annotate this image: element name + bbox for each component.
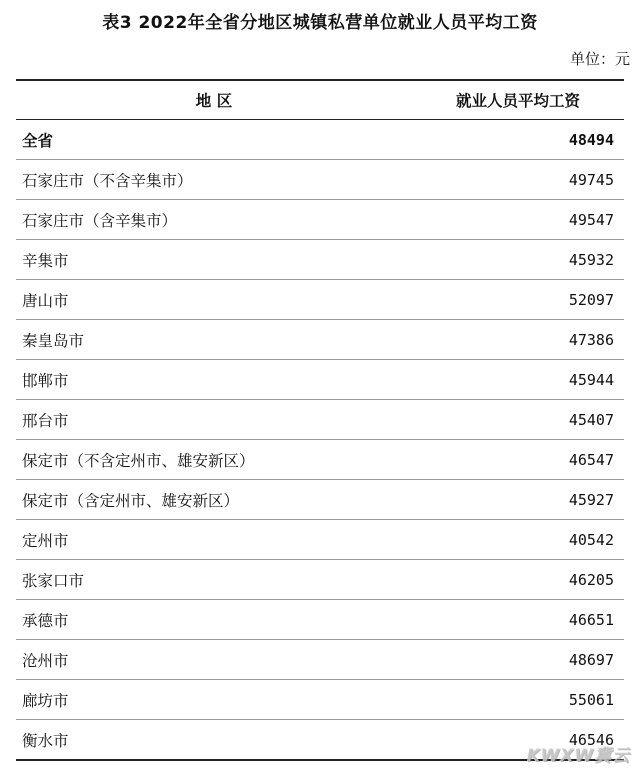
region-cell: 辛集市: [16, 240, 412, 280]
wage-value-cell: 40542: [412, 520, 624, 560]
wage-value-cell: 49547: [412, 200, 624, 240]
table-row: [16, 440, 624, 480]
table-row-total: [16, 120, 624, 160]
region-cell: 邢台市: [16, 400, 412, 440]
region-cell: 定州市: [16, 520, 412, 560]
region-cell: 秦皇岛市: [16, 320, 412, 360]
wage-value-cell: 55061: [412, 680, 624, 720]
region-cell: 石家庄市（含辛集市）: [16, 200, 412, 240]
region-cell: 石家庄市（不含辛集市）: [16, 160, 412, 200]
wage-value-cell: 45407: [412, 400, 624, 440]
wage-value-cell: 48494: [412, 120, 624, 160]
region-cell: 全省: [16, 120, 412, 160]
table-row: [16, 480, 624, 520]
region-cell: 廊坊市: [16, 680, 412, 720]
table-row: [16, 400, 624, 440]
wage-value-cell: 46547: [412, 440, 624, 480]
region-cell: 唐山市: [16, 280, 412, 320]
wage-value-cell: 47386: [412, 320, 624, 360]
table-row: [16, 280, 624, 320]
wage-value-cell: 45944: [412, 360, 624, 400]
wage-value-cell: 45927: [412, 480, 624, 520]
wage-value-cell: 49745: [412, 160, 624, 200]
table-row: [16, 560, 624, 600]
table-row: [16, 320, 624, 360]
region-cell: 保定市（含定州市、雄安新区）: [16, 480, 412, 520]
wage-value-cell: 46651: [412, 600, 624, 640]
region-cell: 邯郸市: [16, 360, 412, 400]
wage-value-cell: 48697: [412, 640, 624, 680]
unit-label: 单位：元: [569, 50, 630, 68]
region-cell: 沧州市: [16, 640, 412, 680]
wage-value-cell: 46546: [412, 720, 624, 761]
table-row: [16, 520, 624, 560]
table-row: [16, 680, 624, 720]
table-body: [16, 120, 624, 761]
table-row: [16, 200, 624, 240]
table-row: [16, 640, 624, 680]
table-row: [16, 240, 624, 280]
region-cell: 保定市（不含定州市、雄安新区）: [16, 440, 412, 480]
wage-value-cell: 46205: [412, 560, 624, 600]
watermark-logo: KWXW冀云: [526, 746, 630, 766]
table-row: [16, 160, 624, 200]
wage-value-cell: 45932: [412, 240, 624, 280]
region-cell: 承德市: [16, 600, 412, 640]
region-cell: 张家口市: [16, 560, 412, 600]
table-row: [16, 600, 624, 640]
table-header-row: [16, 80, 624, 120]
header-region: 地 区: [16, 80, 412, 120]
wage-table: [16, 79, 624, 761]
header-average-wage: 就业人员平均工资: [412, 80, 624, 120]
table-title: 表3 2022年全省分地区城镇私营单位就业人员平均工资: [102, 13, 538, 33]
table-row: [16, 360, 624, 400]
region-cell: 衡水市: [16, 720, 412, 761]
wage-value-cell: 52097: [412, 280, 624, 320]
